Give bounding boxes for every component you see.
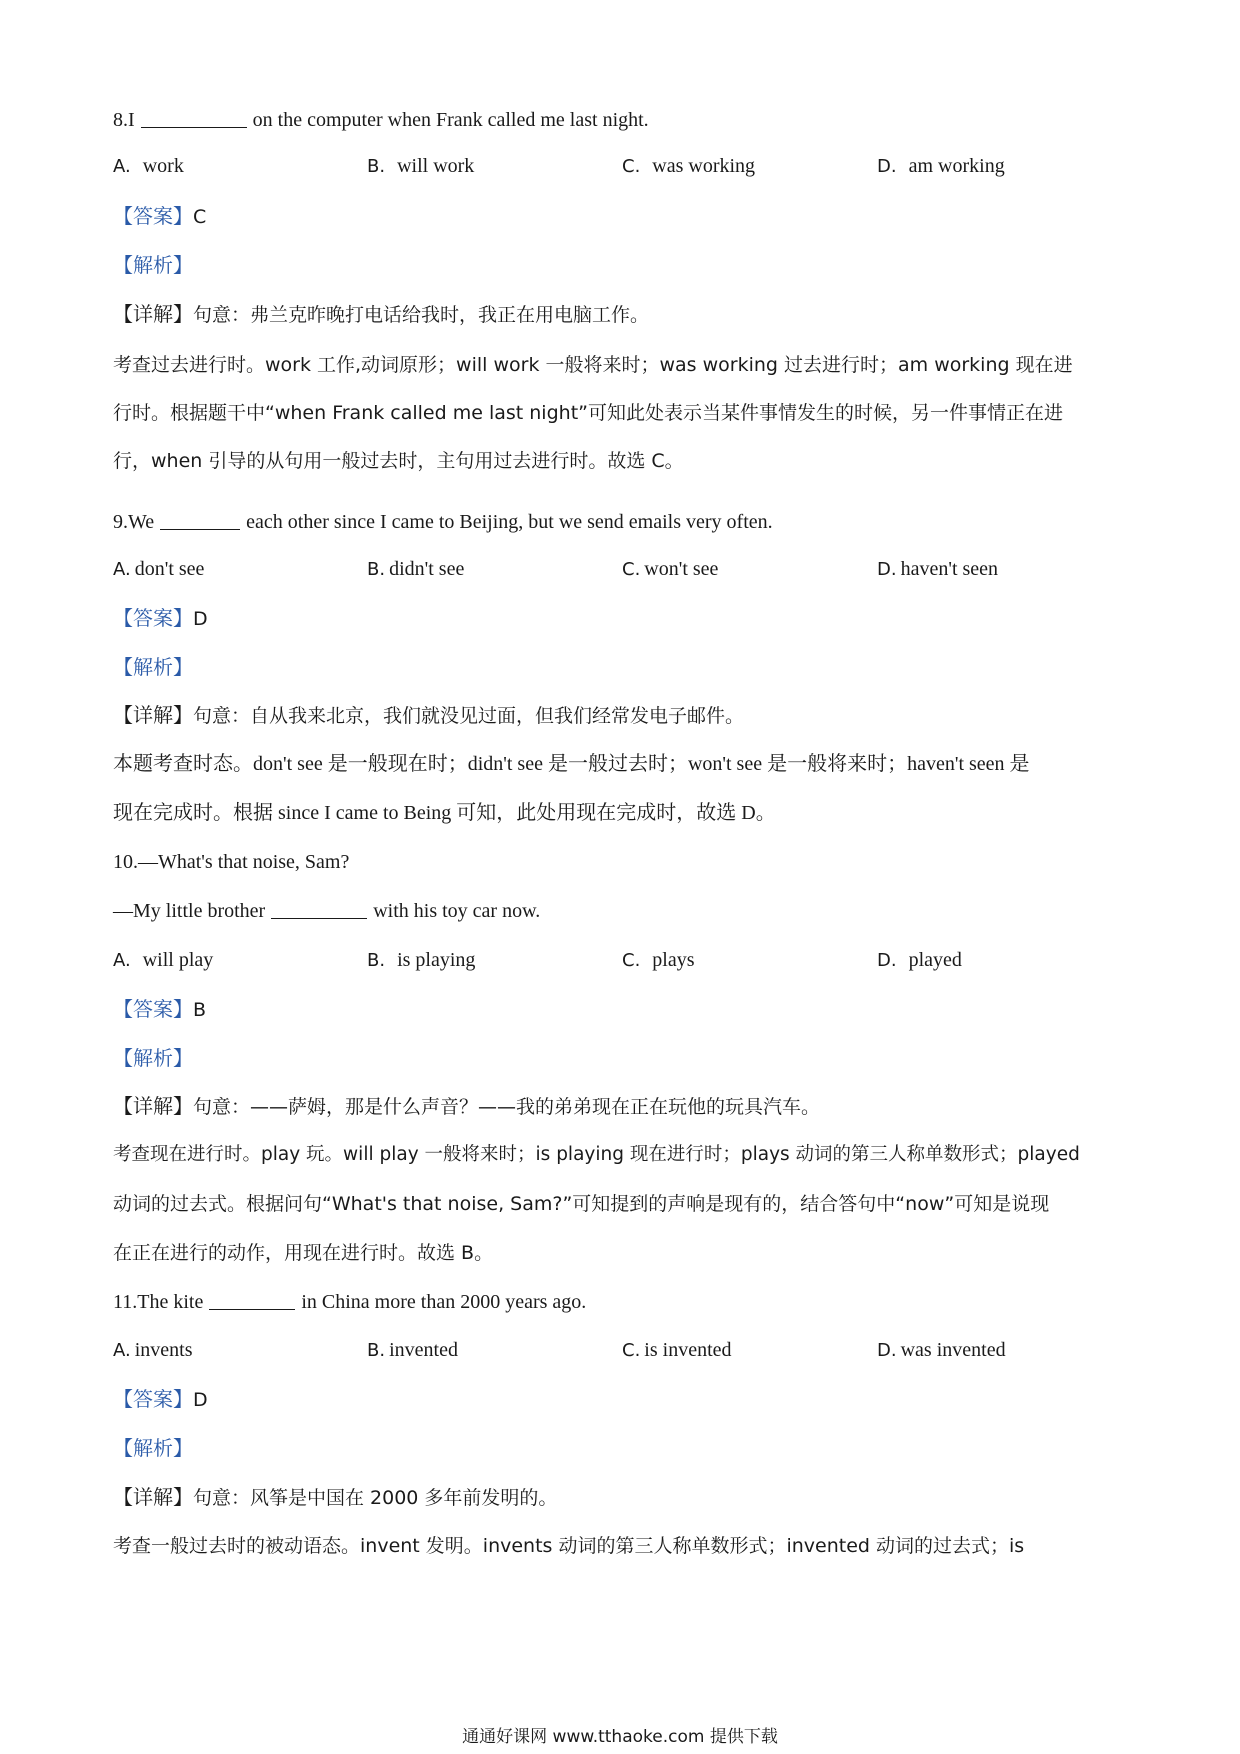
q10-analysis-tag: 【解析】: [113, 1046, 193, 1070]
q8-option-c: C. was working: [622, 155, 756, 177]
q8-option-b: B. will work: [367, 155, 475, 177]
q9-prefix: 9.We: [113, 511, 155, 533]
q11-answer: 【答案】D: [113, 1387, 208, 1411]
q8-detail: 【详解】句意：弗兰克昨晚打电话给我时，我正在用电脑工作。: [113, 302, 650, 326]
q8-suffix: on the computer when Frank called me last night.: [252, 109, 649, 131]
q11-option-b: B. invented: [367, 1339, 458, 1361]
q8-option-d: D. am working: [877, 155, 1005, 177]
q10-detail: 【详解】句意：——萨姆，那是什么声音？——我的弟弟现在正在玩他的玩具汽车。: [113, 1094, 821, 1118]
q9-option-c: C. won't see: [622, 558, 719, 580]
q8-prefix: 8.I: [113, 109, 135, 131]
q10-option-c: C. plays: [622, 949, 695, 971]
q9-blank: [160, 509, 240, 530]
q10-explain-line: 动词的过去式。根据问句“What's that noise, Sam?”可知提到的声响是现有的，结合答句中“now”可知是说现: [113, 1193, 1050, 1215]
q9-stem: [113, 508, 773, 536]
q11-option-c: C. is invented: [622, 1339, 732, 1361]
q8-stem: [113, 106, 649, 134]
q8-explain-line: 行，when 引导的从句用一般过去时，主句用过去进行时。故选 C。: [113, 450, 684, 472]
q11-analysis-tag: 【解析】: [113, 1436, 193, 1460]
q11-option-d: D. was invented: [877, 1339, 1006, 1361]
q9-explain-line: 本题考查时态。don't see 是一般现在时；didn't see 是一般过去时；won't see 是一般将来时；haven't seen 是: [113, 753, 1030, 775]
q8-analysis-tag: 【解析】: [113, 253, 193, 277]
q10-explain-line: 考查现在进行时。play 玩。will play 一般将来时；is playing 现在进行时；plays 动词的第三人称单数形式；played: [113, 1144, 1080, 1165]
q9-answer: 【答案】D: [113, 606, 208, 630]
q9-suffix: each other since I came to Beijing, but we send emails very often.: [246, 511, 773, 533]
q11-blank: [209, 1289, 295, 1310]
q9-option-b: B. didn't see: [367, 558, 465, 580]
q8-blank: [141, 107, 247, 128]
q10-option-d: D. played: [877, 949, 962, 971]
q8-explain-line: 考查过去进行时。work 工作,动词原形；will work 一般将来时；was working 过去进行时；am working 现在进: [113, 354, 1073, 376]
q9-option-a: A. don't see: [113, 558, 205, 580]
q11-option-a: A. invents: [113, 1339, 193, 1361]
q10-question: 10.—What's that noise, Sam?: [113, 851, 350, 873]
q10-stem: [113, 897, 540, 925]
q11-stem: [113, 1288, 586, 1316]
q10-prefix: —My little brother: [113, 900, 266, 922]
q8-option-a: A. work: [113, 155, 184, 177]
q11-detail: 【详解】句意：风筝是中国在 2000 多年前发明的。: [113, 1485, 558, 1509]
q9-explain-line: 现在完成时。根据 since I came to Being 可知，此处用现在完成时，故选 D。: [113, 802, 776, 824]
q10-option-a: A. will play: [113, 949, 214, 971]
q9-detail: 【详解】句意：自从我来北京，我们就没见过面，但我们经常发电子邮件。: [113, 703, 745, 727]
q10-option-b: B. is playing: [367, 949, 476, 971]
q9-analysis-tag: 【解析】: [113, 655, 193, 679]
q10-blank: [271, 898, 367, 919]
q11-prefix: 11.The kite: [113, 1291, 204, 1313]
q8-answer: 【答案】C: [113, 204, 207, 228]
q11-suffix: in China more than 2000 years ago.: [301, 1291, 587, 1313]
q8-explain-line: 行时。根据题干中“when Frank called me last night”可知此处表示当某件事情发生的时候，另一件事情正在进: [113, 402, 1063, 424]
footer-watermark: 通通好课网 www.tthaoke.com 提供下载: [462, 1727, 778, 1747]
q10-suffix: with his toy car now.: [373, 900, 541, 922]
q9-option-d: D. haven't seen: [877, 558, 999, 580]
q10-explain-line: 在正在进行的动作，用现在进行时。故选 B。: [113, 1242, 494, 1264]
q11-explain-line: 考查一般过去时的被动语态。invent 发明。invents 动词的第三人称单数形式；invented 动词的过去式；is: [113, 1535, 1025, 1557]
q10-answer: 【答案】B: [113, 997, 207, 1021]
